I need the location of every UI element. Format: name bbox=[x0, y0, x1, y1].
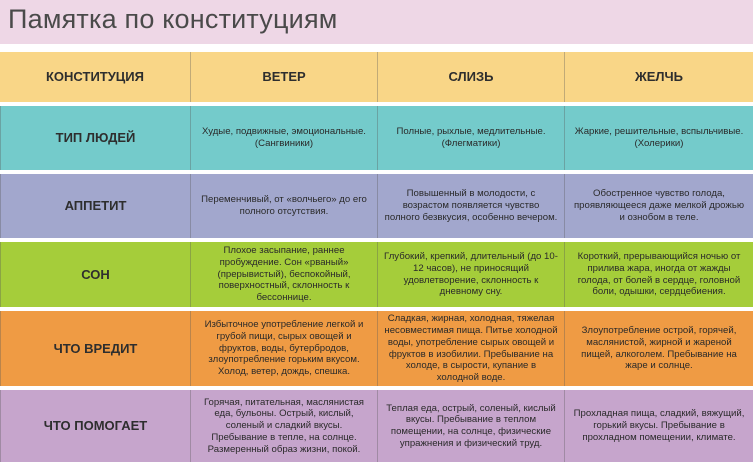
header-cell-bile bbox=[564, 52, 753, 102]
row-label-cell bbox=[0, 390, 190, 462]
cell-text-harm-bile: Злоупотребление острой, горячей, маслянистой, жирной и жареной пищей, алкоголем. Пребывание на жаре и солнце. bbox=[581, 325, 737, 372]
row-label-type: ТИП ЛЮДЕЙ bbox=[55, 130, 136, 146]
table-cell bbox=[190, 390, 377, 462]
header-label: КОНСТИТУЦИЯ bbox=[46, 69, 144, 85]
header-cell-constitution bbox=[0, 52, 190, 102]
cell-text-sleep-wind: Плохое засыпание, раннее пробуждение. Сон «рваный» (прерывистый), беспокойный, поверхностный, склонность к бессоннице. bbox=[217, 245, 351, 304]
cell-text-appetite-wind: Переменчивый, от «волчьего» до его полного отсутствия. bbox=[201, 194, 367, 217]
table-cell bbox=[190, 311, 377, 386]
row-label-sleep: СОН bbox=[81, 266, 110, 282]
constitution-table bbox=[0, 52, 753, 462]
row-label-appetite: АППЕТИТ bbox=[64, 198, 127, 214]
cell-text-appetite-mucus: Повышенный в молодости, с возрастом появляется чувство полного безвкусия, особенно вечером. bbox=[384, 188, 558, 223]
table-cell bbox=[190, 106, 377, 170]
cell-text-sleep-mucus: Глубокий, крепкий, длительный (до 10-12 часов), не приносящий удовлетворение, склонность к дневному сну. bbox=[384, 251, 558, 298]
table-cell bbox=[377, 174, 564, 238]
cell-text-help-bile: Прохладная пища, сладкий, вяжущий, горький вкусы. Пребывание в прохладном помещении, климате. bbox=[573, 408, 745, 443]
row-label-harm: ЧТО ВРЕДИТ bbox=[53, 340, 138, 356]
table-cell bbox=[564, 390, 753, 462]
table-cell bbox=[564, 242, 753, 307]
cell-text-help-wind: Горячая, питательная, маслянистая еда, бульоны. Острый, кислый, соленый и сладкий вкусы. Пребывание в тепле, на солнце. Размеренный образ жизни, покой. bbox=[204, 396, 364, 455]
cell-text-appetite-bile: Обостренное чувство голода, проявляющееся даже мелкой дрожью и ознобом в теле. bbox=[573, 188, 745, 223]
header-label: СЛИЗЬ bbox=[448, 69, 494, 85]
header-cell-wind bbox=[190, 52, 377, 102]
table-cell bbox=[190, 242, 377, 307]
cell-text-type-mucus: Полные, рыхлые, медлительные. (Флегматики) bbox=[396, 126, 546, 149]
cell-text-help-mucus: Теплая еда, острый, соленый, кислый вкусы. Пребывание в теплом помещении, на солнце, физические упражнения и физический труд. bbox=[386, 402, 556, 449]
table-cell bbox=[377, 390, 564, 462]
row-label-cell bbox=[0, 242, 190, 307]
table-cell bbox=[377, 106, 564, 170]
cell-text-sleep-bile: Короткий, прерывающийся ночью от прилива жара, иногда от жажды голода, от болей в сердце, головной боли, одышки, сердцебиения. bbox=[577, 251, 741, 298]
table-cell bbox=[564, 174, 753, 238]
header-cell-mucus bbox=[377, 52, 564, 102]
cell-text-type-bile: Жаркие, решительные, вспыльчивые. (Холерики) bbox=[574, 126, 744, 149]
cell-text-harm-wind: Избыточное употребление легкой и грубой пищи, сырых овощей и фруктов, воды, бутербродов, злоупотребление горьким вкусом. Холод, ветер, дождь, спешка. bbox=[204, 319, 364, 378]
table-cell bbox=[190, 174, 377, 238]
row-label-cell bbox=[0, 311, 190, 386]
table-cell bbox=[564, 311, 753, 386]
table-cell bbox=[377, 242, 564, 307]
table-cell bbox=[564, 106, 753, 170]
table-cell bbox=[377, 311, 564, 386]
cell-text-type-wind: Худые, подвижные, эмоциональные. (Сангвиники) bbox=[202, 126, 366, 149]
row-label-help: ЧТО ПОМОГАЕТ bbox=[43, 418, 148, 434]
title-bar bbox=[0, 0, 753, 44]
cell-text-harm-mucus: Сладкая, жирная, холодная, тяжелая несовместимая пища. Питье холодной воды, употребление сырых овощей и фруктов в изобилии. Пребывание на холоде, в сырости, купание в холодной воде. bbox=[384, 313, 558, 383]
row-label-cell bbox=[0, 174, 190, 238]
header-label: ВЕТЕР bbox=[262, 69, 306, 85]
row-label-cell bbox=[0, 106, 190, 170]
header-label: ЖЕЛЧЬ bbox=[634, 69, 684, 85]
page-title: Памятка по конституциям bbox=[8, 4, 338, 34]
